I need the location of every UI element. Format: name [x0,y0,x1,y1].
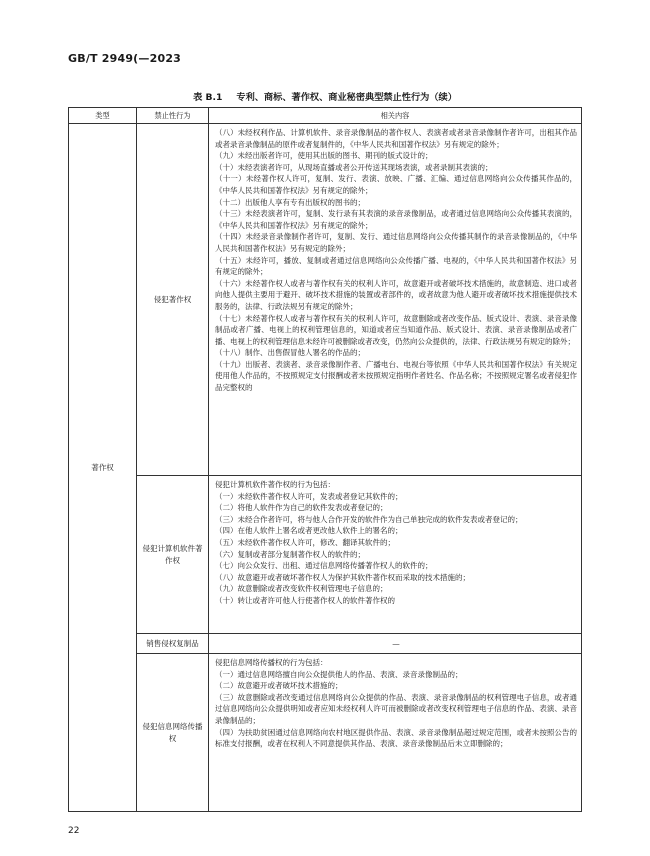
caption-title: 专利、商标、著作权、商业秘密典型禁止性行为（续） [236,92,457,103]
table-row [69,634,582,654]
content-line: — [392,638,400,648]
content-line: （三）故意删除或者改变通过信息网络向公众提供的作品、表演、录音录像制品的权利管理电子信息，或者通过信息网络向公众提供明知或者应知未经权利人许可而被删除或者改变权利管理电子信息的作品、表演、录音录像制品的； [215,692,577,725]
content-line: （九）故意删除或者改变软件权利管理电子信息的； [215,584,388,594]
content-line: （二）将他人软件作为自己的软件发表或者登记的； [215,503,388,513]
table-row [69,476,582,634]
content-line: （十）转让或者许可他人行使著作权人的软件著作权的 [215,595,395,605]
content-line: （九）未经出版者许可，使用其出版的图书、期刊的版式设计的； [215,151,433,161]
content-line: （四）在他人软件上署名或者更改他人软件上的署名的； [215,526,403,536]
content-line: （五）未经软件著作权人许可，修改、翻译其软件的； [215,537,395,547]
content-line: （十七）未经著作权人或者与著作权有关的权利人许可，故意删除或者改变作品、版式设计、表演、录音录像制品或者广播、电视上的权利管理信息的，知道或者应当知道作品、版式设计、表演、录音录像制品或者广播、电视上的权利管理信息未经许可被删除或者改变，仍然向公众提供的，法律、行政法规另有规定的除外； [215,313,577,346]
column-header-behavior: 禁止性行为 [137,108,209,124]
behavior-cell: 侵犯计算机软件著作权 [137,476,209,634]
content-line: （十一）未经著作权人许可，复制、发行、表演、放映、广播、汇编、通过信息网络向公众传播其作品的，《中华人民共和国著作权法》另有规定的除外； [215,174,577,195]
content-line: （二）故意避开或者破坏技术措施的； [215,681,343,691]
content-line: （十九）出版者、表演者、录音录像制作者、广播电台、电视台等依照《中华人民共和国著作权法》有关规定使用他人作品的，不按照规定支付报酬或者未按照规定指明作者姓名、作品名称；不按照规定署名或者侵犯作品完整权的 [215,359,577,393]
content-cell [209,124,582,476]
behavior-cell: 侵犯著作权 [137,124,209,476]
content-line: （一）通过信息网络擅自向公众提供他人的作品、表演、录音录像制品的； [215,669,463,679]
content-line: （十）未经表演者许可，从现场直播或者公开传送其现场表演，或者录制其表演的； [215,162,493,172]
standard-number: GB/T 2949(—2023 [68,52,182,65]
content-line: （十四）未经录音录像制作者许可，复制、发行、通过信息网络向公众传播其制作的录音录像制品的，《中华人民共和国著作权法》另有规定的除外； [215,232,577,253]
behavior-cell: 侵犯信息网络传播权 [137,654,209,812]
content-line: （四）为扶助贫困通过信息网络向农村地区提供作品、表演、录音录像制品超过规定范围，或者未按照公告的标准支付报酬，或者在权利人不同意提供其作品、表演、录音录像制品后未立即删除的； [215,727,577,749]
content-line: （六）复制或者部分复制著作权人的软件的； [215,549,365,559]
table-caption [0,89,650,103]
content-cell [209,654,582,812]
content-line: （一）未经软件著作权人许可，发表或者登记其软件的； [215,491,403,501]
content-line: （十八）制作、出售假冒他人署名的作品的； [215,348,365,358]
content-cell [209,476,582,634]
content-line: （三）未经合作者许可，将与他人合作开发的软件作为自己单独完成的软件发表或者登记的； [215,514,523,524]
content-line: （十五）未经许可，播放、复制或者通过信息网络向公众传播广播、电视的，《中华人民共和国著作权法》另有规定的除外； [215,255,577,277]
column-header-type: 类型 [69,108,137,124]
table-row [69,654,582,812]
column-header-content: 相关内容 [209,108,582,124]
page-number: 22 [68,826,80,836]
content-line: （十二）出版他人享有专有出版权的图书的； [215,197,365,207]
content-line: （八）未经权利作品、计算机软件、录音录像制品的著作权人、表演者或者录音录像制作者许可，出租其作品或者录音录像制品的原件或者复制件的，《中华人民共和国著作权法》另有规定的除外； [215,128,577,149]
prohibited-acts-table [68,107,582,812]
content-line: （十三）未经表演者许可，复制、发行录有其表演的录音录像制品，或者通过信息网络向公众传播其表演的，《中华人民共和国著作权法》另有规定的除外； [215,209,577,230]
caption-number: 表 B.1 [193,92,223,103]
content-line: 侵犯计算机软件著作权的行为包括： [215,480,335,489]
content-line: （八）故意避开或者破坏著作权人为保护其软件著作权而采取的技术措施的； [215,572,470,582]
content-line: （十六）未经著作权人或者与著作权有关的权利人许可，故意避开或者破坏技术措施的，故意制造、进口或者向他人提供主要用于避开、破坏技术措施的装置或者部件的，或者故意为他人避开或者破坏技术措施提供技术服务的，法律、行政法规另有规定的除外； [215,278,577,311]
type-cell: 著作权 [69,124,137,812]
content-line: 侵犯信息网络传播权的行为包括： [215,658,328,667]
content-cell [209,634,582,654]
table-row [69,124,582,476]
table-header-row [69,108,582,124]
behavior-cell: 销售侵权复制品 [137,634,209,654]
content-line: （七）向公众发行、出租、通过信息网络传播著作权人的软件的； [215,561,433,571]
